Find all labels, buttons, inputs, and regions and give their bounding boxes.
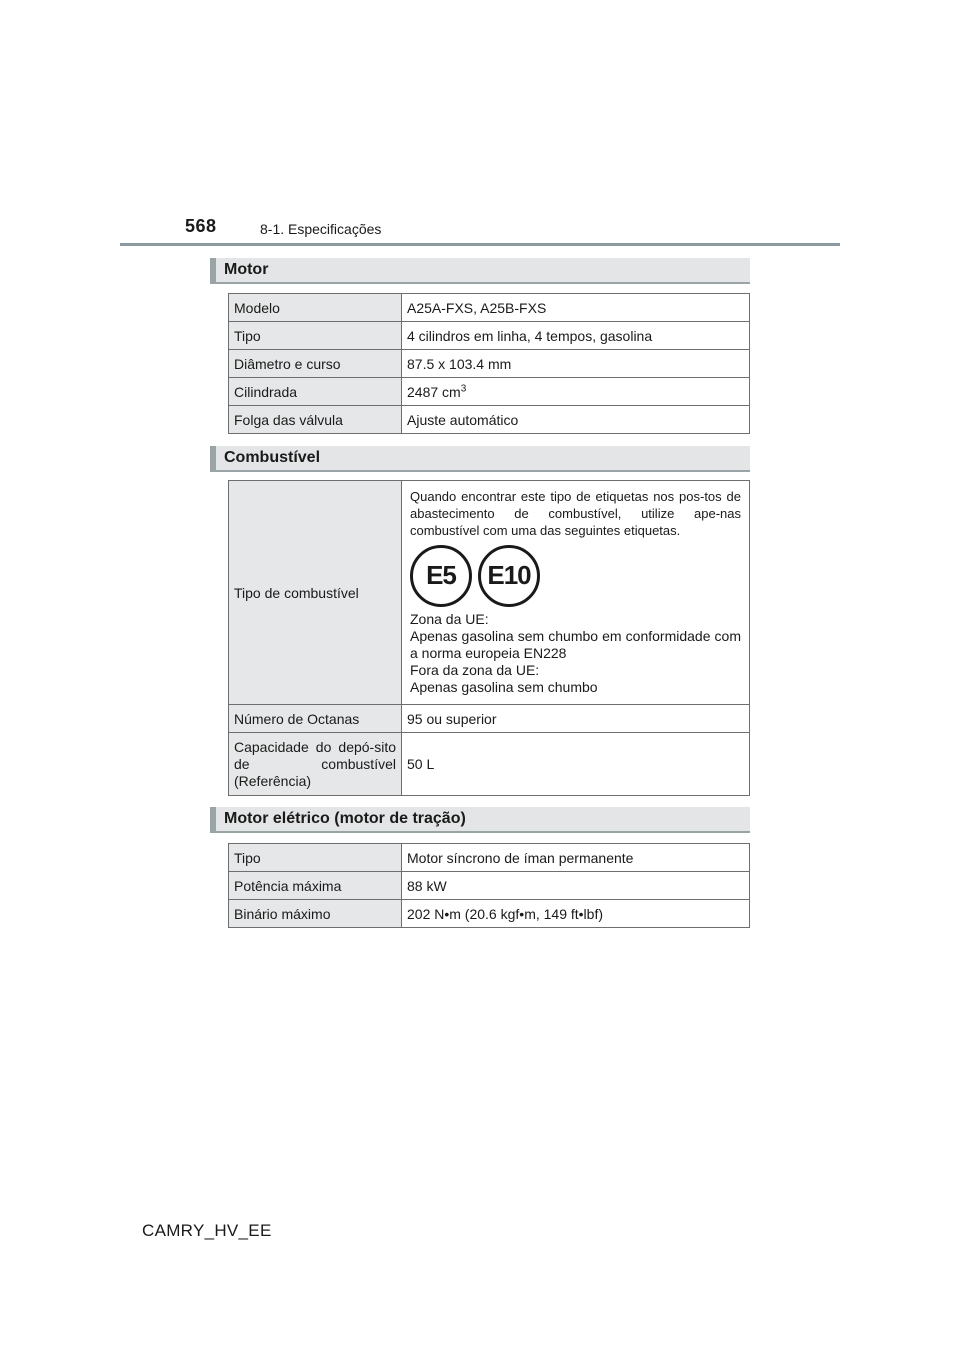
spec-key: Potência máxima bbox=[229, 872, 402, 900]
spec-value: 88 kW bbox=[402, 872, 750, 900]
superscript: 3 bbox=[460, 382, 467, 394]
footer-model-code: CAMRY_HV_EE bbox=[142, 1221, 272, 1240]
table-row bbox=[229, 872, 750, 900]
spec-key: Capacidade do depó-sito de combustível (Referência) bbox=[229, 733, 402, 796]
spec-key: Modelo bbox=[229, 294, 402, 322]
eu-zone-label: Zona da UE: bbox=[410, 610, 489, 627]
displacement-value: 2487 cm bbox=[407, 383, 461, 400]
spec-value: Motor síncrono de íman permanente bbox=[402, 844, 750, 872]
spec-value: 202 N•m (20.6 kgf•m, 149 ft•lbf) bbox=[402, 900, 750, 928]
spec-key: Diâmetro e curso bbox=[229, 350, 402, 378]
table-row bbox=[229, 378, 750, 406]
eu-zone-text: Apenas gasolina sem chumbo em conformidade com a norma europeia EN228 bbox=[410, 627, 741, 661]
spec-value bbox=[402, 378, 750, 406]
motor-spec-table bbox=[228, 293, 750, 434]
motor-section-heading: Motor bbox=[210, 258, 750, 284]
table-row bbox=[229, 481, 750, 705]
header-rule bbox=[120, 243, 840, 246]
spec-key: Número de Octanas bbox=[229, 705, 402, 733]
spec-key: Binário máximo bbox=[229, 900, 402, 928]
spec-value: 4 cilindros em linha, 4 tempos, gasolina bbox=[402, 322, 750, 350]
e5-label-icon: E5 bbox=[410, 545, 472, 607]
table-row bbox=[229, 406, 750, 434]
table-row bbox=[229, 844, 750, 872]
section-path: 8-1. Especificações bbox=[260, 221, 382, 237]
fuel-type-value bbox=[402, 481, 750, 705]
fuel-section-heading: Combustível bbox=[210, 446, 750, 472]
fuel-spec-table bbox=[228, 480, 750, 796]
spec-value: 50 L bbox=[402, 733, 750, 796]
fuel-badges bbox=[410, 545, 741, 607]
table-row bbox=[229, 733, 750, 796]
table-row bbox=[229, 350, 750, 378]
table-row bbox=[229, 900, 750, 928]
spec-key: Cilindrada bbox=[229, 378, 402, 406]
spec-value: Ajuste automático bbox=[402, 406, 750, 434]
non-eu-zone-text: Apenas gasolina sem chumbo bbox=[410, 678, 598, 695]
table-row bbox=[229, 322, 750, 350]
table-row bbox=[229, 705, 750, 733]
e10-label-icon: E10 bbox=[478, 545, 540, 607]
non-eu-zone-label: Fora da zona da UE: bbox=[410, 661, 540, 678]
spec-value: 87.5 x 103.4 mm bbox=[402, 350, 750, 378]
electric-motor-spec-table bbox=[228, 843, 750, 928]
spec-key: Tipo de combustível bbox=[229, 481, 402, 705]
spec-value: A25A-FXS, A25B-FXS bbox=[402, 294, 750, 322]
spec-value: 95 ou superior bbox=[402, 705, 750, 733]
table-row bbox=[229, 294, 750, 322]
spec-key: Folga das válvula bbox=[229, 406, 402, 434]
page-number: 568 bbox=[185, 216, 217, 236]
spec-key: Tipo bbox=[229, 322, 402, 350]
electric-motor-section-heading: Motor elétrico (motor de tração) bbox=[210, 807, 750, 833]
fuel-label-intro: Quando encontrar este tipo de etiquetas nos pos-tos de abastecimento de combustível, utilize ape-nas combustível com uma das seguintes etiquetas. bbox=[410, 488, 741, 538]
spec-key: Tipo bbox=[229, 844, 402, 872]
